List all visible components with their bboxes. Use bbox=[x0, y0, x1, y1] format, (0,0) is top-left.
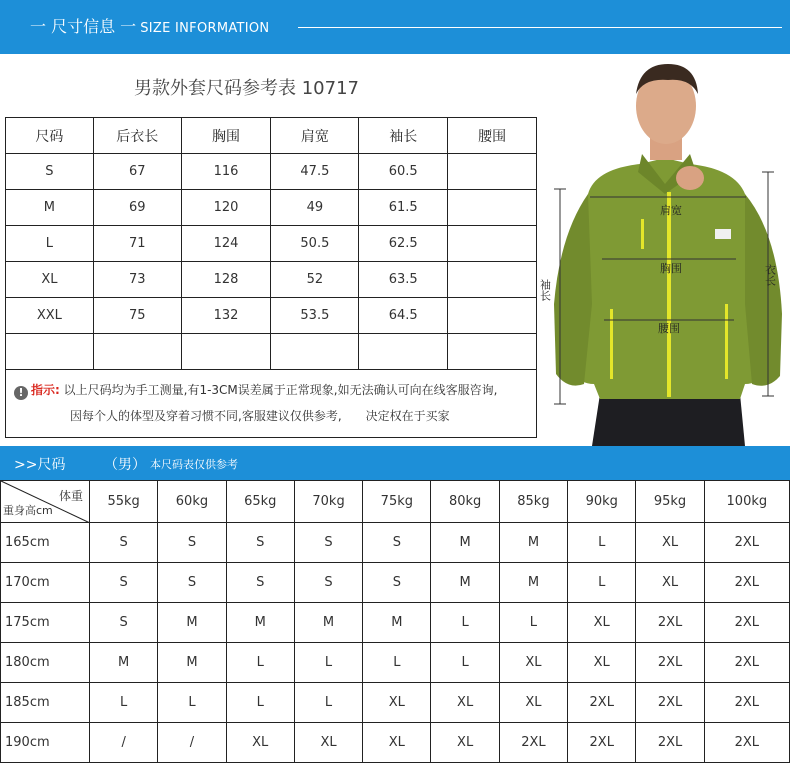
size-table-cell bbox=[448, 262, 537, 298]
size-table-cell: XXL bbox=[6, 298, 94, 334]
weight-header-cell: 80kg bbox=[431, 481, 499, 523]
note-line-2: 因每个人的体型及穿着习惯不同,客服建议仅供参考, 决定权在于买家 bbox=[70, 409, 450, 423]
size-table-cell: XL bbox=[6, 262, 94, 298]
recommend-size-cell: L bbox=[568, 563, 636, 603]
recommend-size-cell: M bbox=[499, 563, 567, 603]
recommend-size-cell: S bbox=[294, 523, 362, 563]
recommend-size-cell: XL bbox=[363, 683, 431, 723]
recommend-size-cell: 2XL bbox=[704, 603, 789, 643]
size-table-cell: 49 bbox=[271, 190, 359, 226]
weight-header-cell: 55kg bbox=[90, 481, 158, 523]
recommend-size-cell: S bbox=[90, 523, 158, 563]
size-table-cell: 61.5 bbox=[359, 190, 448, 226]
size-table-cell: 50.5 bbox=[271, 226, 359, 262]
size-table-cell bbox=[448, 298, 537, 334]
brand-patch bbox=[715, 229, 731, 239]
recommend-row bbox=[1, 523, 790, 563]
recommend-size-cell: S bbox=[90, 603, 158, 643]
size-table bbox=[5, 117, 537, 370]
size-table-cell bbox=[181, 334, 271, 370]
size-table-cell: L bbox=[6, 226, 94, 262]
header-title bbox=[30, 14, 269, 37]
recommend-table bbox=[0, 480, 790, 763]
size-table-row bbox=[6, 154, 537, 190]
recommend-band bbox=[0, 446, 790, 480]
size-table-row bbox=[6, 226, 537, 262]
corner-cell bbox=[1, 481, 90, 523]
recommend-size-cell: XL bbox=[499, 683, 567, 723]
size-table-header-cell: 胸围 bbox=[181, 118, 271, 154]
recommend-size-cell: L bbox=[294, 643, 362, 683]
recommend-size-cell: M bbox=[499, 523, 567, 563]
size-table-cell bbox=[448, 154, 537, 190]
size-table-header bbox=[6, 118, 537, 154]
recommend-size-cell: XL bbox=[499, 643, 567, 683]
recommend-size-cell: M bbox=[431, 563, 499, 603]
recommend-size-cell: 2XL bbox=[636, 603, 704, 643]
chest-label: 胸围 bbox=[660, 262, 682, 275]
recommend-row bbox=[1, 563, 790, 603]
recommend-size-cell: S bbox=[226, 563, 294, 603]
recommend-size-cell: S bbox=[158, 563, 226, 603]
recommend-size-cell: / bbox=[158, 723, 226, 763]
weight-header-cell: 65kg bbox=[226, 481, 294, 523]
header-divider bbox=[298, 27, 782, 28]
size-table-cell: 124 bbox=[181, 226, 271, 262]
recommend-size-cell: M bbox=[158, 603, 226, 643]
recommend-size-cell: 2XL bbox=[636, 723, 704, 763]
recommend-size-cell: 2XL bbox=[499, 723, 567, 763]
recommend-size-cell: L bbox=[226, 643, 294, 683]
recommend-size-cell: M bbox=[431, 523, 499, 563]
height-cell: 175cm bbox=[1, 603, 90, 643]
size-table-cell: 75 bbox=[93, 298, 181, 334]
recommend-size-cell: XL bbox=[431, 723, 499, 763]
size-table-cell: 60.5 bbox=[359, 154, 448, 190]
size-table-row bbox=[6, 298, 537, 334]
recommend-size-cell: XL bbox=[431, 683, 499, 723]
size-table-cell bbox=[448, 226, 537, 262]
weight-header-cell: 70kg bbox=[294, 481, 362, 523]
size-table-cell: 71 bbox=[93, 226, 181, 262]
recommend-size-cell: 2XL bbox=[636, 643, 704, 683]
size-table-cell: 64.5 bbox=[359, 298, 448, 334]
size-table-row bbox=[6, 190, 537, 226]
size-table-cell: 132 bbox=[181, 298, 271, 334]
size-table-cell: 116 bbox=[181, 154, 271, 190]
recommend-size-cell: 2XL bbox=[568, 683, 636, 723]
weight-header-cell: 100kg bbox=[704, 481, 789, 523]
zipper-line bbox=[667, 192, 671, 397]
recommend-size-cell: 2XL bbox=[704, 643, 789, 683]
size-table-cell: 47.5 bbox=[271, 154, 359, 190]
note-box bbox=[5, 369, 537, 438]
size-table-cell: 63.5 bbox=[359, 262, 448, 298]
size-table-cell bbox=[93, 334, 181, 370]
weight-header-cell: 90kg bbox=[568, 481, 636, 523]
size-table-cell: 52 bbox=[271, 262, 359, 298]
recommend-title: >>尺码 bbox=[14, 457, 66, 473]
weight-header-cell: 85kg bbox=[499, 481, 567, 523]
size-table-cell bbox=[6, 334, 94, 370]
recommend-size-cell: XL bbox=[636, 563, 704, 603]
recommend-size-cell: XL bbox=[294, 723, 362, 763]
corner-weight-label: 体重 bbox=[58, 489, 83, 503]
recommend-size-cell: 2XL bbox=[704, 723, 789, 763]
recommend-size-cell: XL bbox=[226, 723, 294, 763]
recommend-size-cell: L bbox=[226, 683, 294, 723]
note-text-1: 以上尺码均为手工测量,有1-3CM误差属于正常现象,如无法确认可向在线客服咨询, bbox=[63, 383, 498, 397]
height-cell: 165cm bbox=[1, 523, 90, 563]
recommend-size-cell: S bbox=[363, 523, 431, 563]
size-table-cell bbox=[359, 334, 448, 370]
size-table-header-cell: 腰围 bbox=[448, 118, 537, 154]
size-table-header-cell: 袖长 bbox=[359, 118, 448, 154]
recommend-size-cell: 2XL bbox=[704, 683, 789, 723]
recommend-size-cell: XL bbox=[636, 523, 704, 563]
recommend-size-cell: S bbox=[158, 523, 226, 563]
size-table-cell: 120 bbox=[181, 190, 271, 226]
recommend-size-cell: M bbox=[226, 603, 294, 643]
recommend-size-cell: XL bbox=[568, 643, 636, 683]
size-table-row bbox=[6, 334, 537, 370]
recommend-size-cell: L bbox=[90, 683, 158, 723]
recommend-gender: （男） bbox=[104, 457, 146, 473]
recommend-size-cell: S bbox=[90, 563, 158, 603]
info-icon: ! bbox=[14, 386, 28, 400]
recommend-row bbox=[1, 683, 790, 723]
pants-shape bbox=[592, 394, 745, 446]
size-table-cell: 53.5 bbox=[271, 298, 359, 334]
recommend-size-cell: 2XL bbox=[704, 523, 789, 563]
recommend-size-cell: M bbox=[363, 603, 431, 643]
recommend-size-cell: M bbox=[158, 643, 226, 683]
recommend-size-cell: M bbox=[294, 603, 362, 643]
shoulder-label: 肩宽 bbox=[660, 204, 682, 217]
recommend-size-cell: 2XL bbox=[568, 723, 636, 763]
recommend-subtitle: 本尺码表仅供参考 bbox=[150, 458, 238, 471]
height-cell: 170cm bbox=[1, 563, 90, 603]
chest-pocket-zip bbox=[641, 219, 644, 249]
size-table-cell: M bbox=[6, 190, 94, 226]
recommend-size-cell: M bbox=[90, 643, 158, 683]
size-table-cell: 73 bbox=[93, 262, 181, 298]
sleeve-label: 袖长 bbox=[538, 279, 552, 301]
size-table-header-cell: 后衣长 bbox=[93, 118, 181, 154]
size-table-cell: 128 bbox=[181, 262, 271, 298]
note-label: 指示: bbox=[31, 383, 60, 397]
size-table-cell: 62.5 bbox=[359, 226, 448, 262]
size-table-cell bbox=[271, 334, 359, 370]
right-pocket-zip bbox=[725, 304, 728, 379]
corner-height-label: 重身高cm bbox=[3, 504, 53, 517]
recommend-size-cell: S bbox=[226, 523, 294, 563]
recommend-size-cell: L bbox=[158, 683, 226, 723]
height-cell: 180cm bbox=[1, 643, 90, 683]
weight-header-cell: 95kg bbox=[636, 481, 704, 523]
size-table-cell: S bbox=[6, 154, 94, 190]
recommend-size-cell: L bbox=[363, 643, 431, 683]
size-table-cell: 69 bbox=[93, 190, 181, 226]
weight-header-cell: 60kg bbox=[158, 481, 226, 523]
height-cell: 185cm bbox=[1, 683, 90, 723]
recommend-size-cell: L bbox=[431, 603, 499, 643]
recommend-size-cell: / bbox=[90, 723, 158, 763]
recommend-size-cell: L bbox=[431, 643, 499, 683]
recommend-size-cell: 2XL bbox=[704, 563, 789, 603]
recommend-header-row bbox=[1, 481, 790, 523]
recommend-size-cell: L bbox=[294, 683, 362, 723]
header-title-en: SIZE INFORMATION bbox=[140, 21, 270, 36]
recommend-size-cell: S bbox=[363, 563, 431, 603]
model-photo bbox=[540, 54, 790, 446]
weight-header-cell: 75kg bbox=[363, 481, 431, 523]
size-table-cell bbox=[448, 334, 537, 370]
size-table-header-cell: 肩宽 bbox=[271, 118, 359, 154]
height-cell: 190cm bbox=[1, 723, 90, 763]
size-table-cell: 67 bbox=[93, 154, 181, 190]
header-title-cn: 一 尺寸信息 一 bbox=[30, 17, 137, 36]
size-table-header-cell: 尺码 bbox=[6, 118, 94, 154]
recommend-size-cell: XL bbox=[363, 723, 431, 763]
recommend-size-cell: S bbox=[294, 563, 362, 603]
size-table-cell bbox=[448, 190, 537, 226]
recommend-row bbox=[1, 723, 790, 763]
chart-title: 男款外套尺码参考表 10717 bbox=[134, 78, 359, 99]
recommend-size-cell: XL bbox=[568, 603, 636, 643]
recommend-row bbox=[1, 643, 790, 683]
size-table-row bbox=[6, 262, 537, 298]
recommend-size-cell: 2XL bbox=[636, 683, 704, 723]
waist-label: 腰围 bbox=[658, 322, 680, 335]
recommend-row bbox=[1, 603, 790, 643]
hand-shape bbox=[676, 166, 704, 190]
recommend-size-cell: L bbox=[499, 603, 567, 643]
note-line-1 bbox=[14, 381, 497, 400]
length-label: 衣长 bbox=[763, 264, 777, 286]
jacket-illustration bbox=[540, 54, 790, 446]
recommend-size-cell: L bbox=[568, 523, 636, 563]
